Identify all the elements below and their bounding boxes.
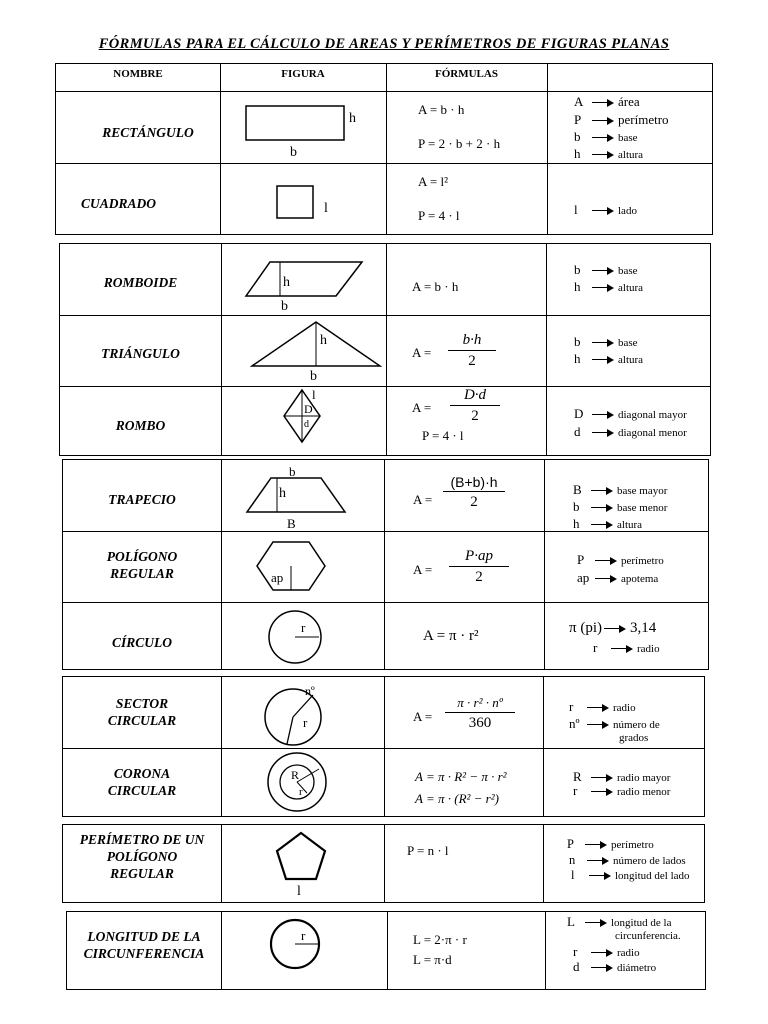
circumference-figure bbox=[263, 916, 327, 974]
square-area-formula: A = l² bbox=[418, 174, 449, 189]
longitud-formula-1: L = 2·π · r bbox=[413, 932, 467, 947]
rect-symbol-b: b base bbox=[574, 129, 638, 144]
name-poligono-regular bbox=[63, 548, 221, 582]
trapecio-numerator: (B+b)·h bbox=[450, 474, 498, 490]
circle-r-label: r bbox=[301, 620, 306, 635]
longitud-formula-2: L = π·d bbox=[413, 952, 452, 967]
rombo-symbol-d: d diagonal menor bbox=[574, 424, 687, 439]
romboide-symbol-b: b base bbox=[574, 262, 638, 277]
hexagon-ap-label: ap bbox=[271, 570, 284, 585]
trapecio-b-label: b bbox=[289, 464, 296, 479]
triangle-denominator: 2 bbox=[468, 353, 476, 369]
corona-name-line1: CORONA bbox=[113, 766, 171, 781]
rect-area-formula: A = b · h bbox=[418, 102, 465, 117]
rombo-area-lhs: A = bbox=[412, 400, 432, 415]
sector-r-label: r bbox=[303, 715, 308, 730]
poligono-name-line2: REGULAR bbox=[110, 566, 174, 581]
corona-R-label: R bbox=[291, 768, 300, 782]
rect-symbol-P: P perímetro bbox=[574, 112, 669, 127]
corona-r-label: r bbox=[299, 786, 303, 798]
hexagon-figure bbox=[253, 538, 333, 594]
perimetro-name-line2: POLÍGONO bbox=[106, 849, 178, 864]
trapecio-h-label: h bbox=[279, 486, 286, 501]
rombo-d-label: d bbox=[304, 419, 309, 430]
name-rectangulo: RECTÁNGULO bbox=[102, 125, 194, 140]
circle-figure bbox=[263, 608, 327, 668]
name-rombo: ROMBO bbox=[115, 418, 166, 433]
corona-area-formula-2: A = π · (R² − r²) bbox=[415, 791, 499, 806]
pentagon-figure bbox=[271, 829, 331, 899]
circulo-area-formula: A = π · r² bbox=[423, 628, 479, 644]
name-longitud-circunferencia bbox=[67, 928, 221, 962]
name-perimetro-poligono bbox=[63, 831, 221, 882]
perimetro-name-line1: PERÍMETRO DE UN bbox=[79, 832, 205, 847]
trapecio-denominator: 2 bbox=[470, 494, 478, 510]
longitud-name-line1: LONGITUD DE LA bbox=[87, 929, 201, 944]
poligono-denominator: 2 bbox=[475, 569, 483, 585]
longitud-symbol-L: L longitud de la bbox=[567, 914, 672, 929]
triangle-figure bbox=[246, 318, 386, 382]
trapecio-symbol-B: B base mayor bbox=[573, 482, 668, 497]
sector-symbol-grados: grados bbox=[619, 732, 649, 744]
name-sector-circular bbox=[63, 695, 221, 729]
romboide-b-label: b bbox=[281, 299, 288, 312]
trapecio-symbol-b: b base menor bbox=[573, 499, 668, 514]
table-4 bbox=[62, 676, 705, 817]
poligono-name-line1: POLÍGONO bbox=[106, 549, 178, 564]
trapecio-figure bbox=[241, 462, 361, 532]
triangle-symbol-h: h altura bbox=[574, 351, 644, 366]
poligono-numerator: P·ap bbox=[465, 548, 493, 564]
sector-fraction bbox=[445, 695, 515, 732]
name-circulo: CÍRCULO bbox=[111, 635, 172, 650]
triangle-area-lhs: A = bbox=[412, 345, 432, 360]
corona-area-formula-1: A = π · R² − π · r² bbox=[415, 769, 507, 784]
name-romboide: ROMBOIDE bbox=[103, 275, 178, 290]
circumference-r-label: r bbox=[301, 928, 306, 943]
page-title: FÓRMULAS PARA EL CÁLCULO DE AREAS Y PERÍMETROS DE FIGURAS PLANAS bbox=[98, 36, 670, 52]
sector-denominator: 360 bbox=[468, 715, 492, 731]
sector-symbol-r: r radio bbox=[569, 699, 636, 714]
perimetro-symbol-n: n número de lados bbox=[569, 853, 686, 867]
rect-symbol-h: h altura bbox=[574, 146, 644, 161]
triangle-b-label: b bbox=[310, 369, 317, 382]
rombo-figure bbox=[280, 386, 340, 448]
square-perimeter-formula: P = 4 · l bbox=[418, 208, 460, 223]
circulo-symbol-pi: π (pi) 3,14 bbox=[569, 620, 657, 636]
rombo-numerator: D·d bbox=[463, 387, 487, 403]
sector-name-line1: SECTOR bbox=[115, 696, 169, 711]
triangle-fraction bbox=[448, 332, 496, 370]
corona-name-line2: CIRCULAR bbox=[107, 783, 177, 798]
sector-name-line2: CIRCULAR bbox=[107, 713, 177, 728]
sector-n-label: nº bbox=[305, 684, 315, 698]
trapecio-fraction bbox=[443, 474, 505, 511]
pentagon-l-label: l bbox=[297, 884, 301, 899]
sector-area-lhs: A = bbox=[413, 709, 433, 724]
longitud-name-line2: CIRCUNFERENCIA bbox=[83, 946, 205, 961]
square-l-label: l bbox=[324, 201, 328, 216]
table-6 bbox=[66, 911, 706, 990]
trapecio-B-label: B bbox=[287, 516, 296, 531]
trapecio-symbol-h: h altura bbox=[573, 516, 643, 531]
rombo-perimeter-formula: P = 4 · l bbox=[422, 428, 464, 443]
triangle-numerator: b·h bbox=[462, 332, 482, 348]
rombo-fraction bbox=[450, 387, 500, 425]
rect-perimeter-formula: P = 2 · b + 2 · h bbox=[418, 136, 501, 151]
table-5 bbox=[62, 824, 705, 903]
square-symbol-l: l lado bbox=[574, 202, 637, 217]
romboide-area-formula: A = b · h bbox=[412, 279, 459, 294]
romboide-symbol-h: h altura bbox=[574, 279, 644, 294]
corona-figure bbox=[263, 751, 327, 815]
triangle-symbol-b: b base bbox=[574, 334, 638, 349]
rectangle-figure bbox=[236, 100, 366, 162]
rombo-l-label: l bbox=[312, 387, 316, 402]
circulo-symbol-r: r radio bbox=[593, 640, 660, 655]
header-name: NOMBRE bbox=[113, 68, 163, 80]
header-formulas: FÓRMULAS bbox=[435, 68, 498, 80]
header-figure: FIGURA bbox=[281, 68, 325, 80]
poligono-area-lhs: A = bbox=[413, 562, 433, 577]
romboide-h-label: h bbox=[283, 275, 290, 290]
sector-figure bbox=[259, 681, 329, 747]
poligono-fraction bbox=[449, 548, 509, 586]
rect-b-label: b bbox=[290, 145, 297, 160]
rect-symbol-A: A área bbox=[574, 94, 640, 109]
sector-numerator: π · r² · nº bbox=[457, 695, 503, 710]
name-trapecio: TRAPECIO bbox=[108, 492, 176, 507]
perimetro-name-line3: REGULAR bbox=[110, 866, 174, 881]
table-3 bbox=[62, 459, 709, 670]
table-2 bbox=[59, 243, 711, 456]
sector-symbol-n: nº número de bbox=[569, 716, 660, 731]
rombo-D-label: D bbox=[304, 402, 313, 416]
name-triangulo: TRIÁNGULO bbox=[101, 346, 180, 361]
rombo-symbol-D: D diagonal mayor bbox=[574, 406, 687, 421]
longitud-symbol-r: r radio bbox=[573, 944, 640, 959]
table-1 bbox=[55, 63, 713, 235]
poligono-symbol-P: P perímetro bbox=[577, 552, 664, 567]
square-figure bbox=[271, 182, 341, 224]
romboide-figure bbox=[240, 256, 380, 312]
name-cuadrado: CUADRADO bbox=[81, 196, 157, 211]
name-corona-circular bbox=[63, 765, 221, 799]
poligono-symbol-ap: ap apotema bbox=[577, 570, 659, 585]
trapecio-area-lhs: A = bbox=[413, 492, 433, 507]
corona-symbol-R: R radio mayor bbox=[573, 769, 671, 784]
perimetro-symbol-P: P perímetro bbox=[567, 837, 654, 851]
perimetro-symbol-l: l longitud del lado bbox=[571, 868, 690, 882]
rect-h-label: h bbox=[349, 111, 356, 126]
longitud-symbol-d: d diámetro bbox=[573, 959, 657, 974]
longitud-symbol-circ: circunferencia. bbox=[615, 930, 681, 942]
perimetro-formula: P = n · l bbox=[407, 843, 449, 858]
triangle-h-label: h bbox=[320, 333, 327, 348]
rombo-denominator: 2 bbox=[471, 408, 479, 424]
corona-symbol-r: r radio menor bbox=[573, 783, 671, 798]
